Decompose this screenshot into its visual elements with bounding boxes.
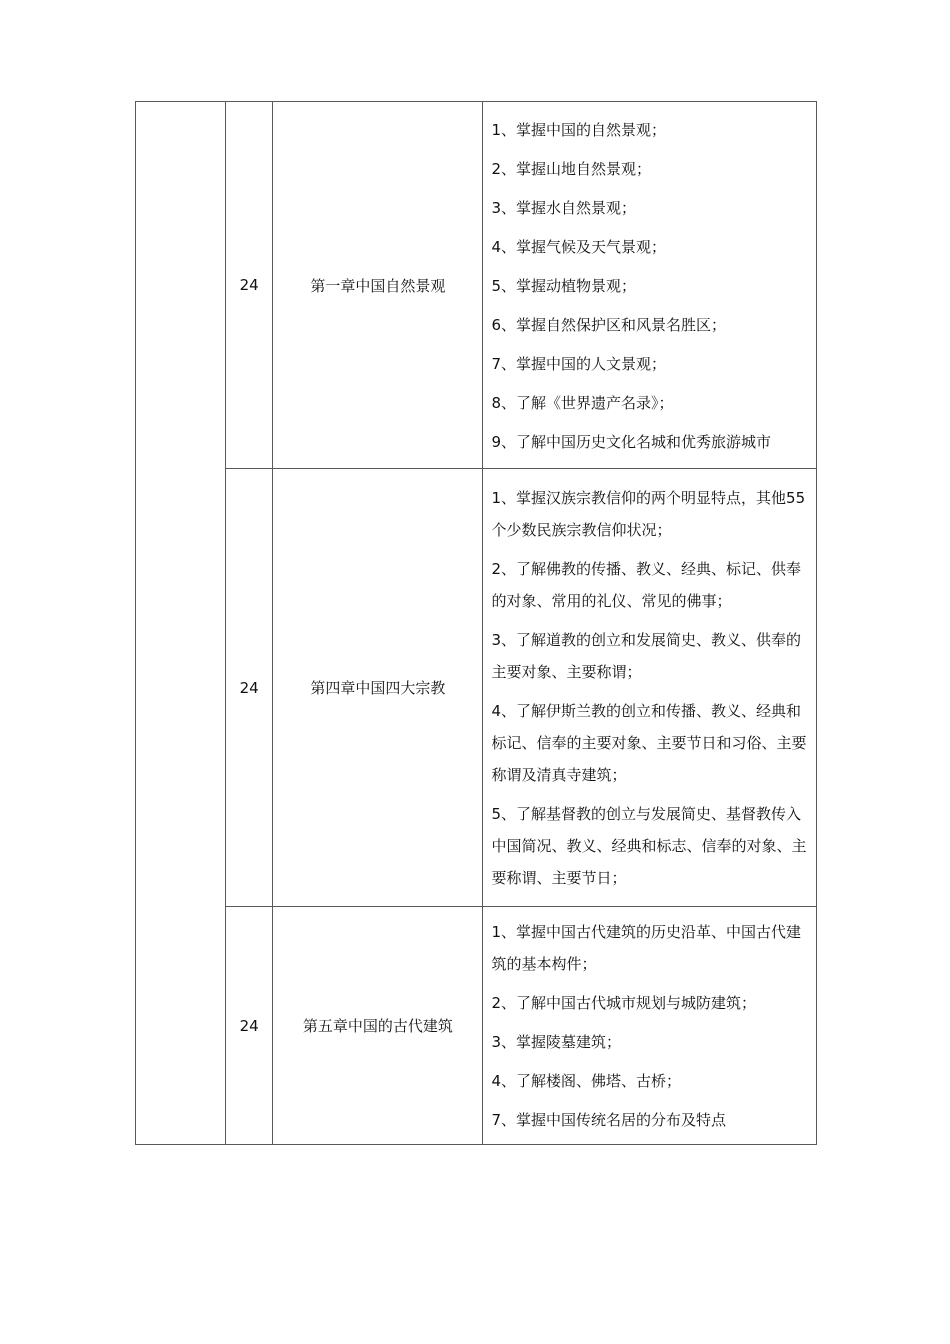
objectives-cell (483, 469, 817, 907)
objective-item: 1、掌握中国的自然景观； (491, 120, 667, 139)
table-row (136, 907, 817, 1145)
objective-item: 5、掌握动植物景观； (491, 276, 637, 295)
chapter-title-cell: 第四章中国四大宗教 (273, 469, 483, 907)
hours-cell: 24 (226, 102, 273, 469)
chapter-title-cell: 第一章中国自然景观 (273, 102, 483, 469)
objective-item: 4、了解楼阁、佛塔、古桥； (491, 1072, 682, 1090)
hours-cell: 24 (226, 907, 273, 1145)
merged-empty-cell (136, 102, 226, 1145)
syllabus-table (135, 101, 817, 1145)
objective-item: 4、掌握气候及天气景观； (491, 237, 667, 256)
objective-item: 8、了解《世界遗产名录》； (491, 393, 674, 412)
objective-item: 1、掌握中国古代建筑的历史沿革、中国古代建筑的基本构件； (491, 923, 802, 973)
objective-item: 2、了解中国古代城市规划与城防建筑； (491, 994, 757, 1012)
objective-item: 1、掌握汉族宗教信仰的两个明显特点，其他55个少数民族宗教信仰状况； (491, 489, 806, 539)
objective-item: 2、了解佛教的传播、教义、经典、标记、供奉的对象、常用的礼仪、常见的佛事； (491, 560, 802, 610)
objective-item: 7、掌握中国的人文景观； (491, 354, 667, 373)
objective-item: 9、了解中国历史文化名城和优秀旅游城市 (491, 432, 772, 451)
objectives-cell (483, 102, 817, 469)
table-row (136, 102, 817, 469)
objective-item: 7、掌握中国传统名居的分布及特点 (491, 1111, 727, 1129)
hours-cell: 24 (226, 469, 273, 907)
objective-item: 2、掌握山地自然景观； (491, 159, 652, 178)
objective-item: 5、了解基督教的创立与发展简史、基督教传入中国简况、教义、经典和标志、信奉的对象、主要称谓、主要节日； (491, 805, 807, 887)
objective-item: 6、掌握自然保护区和风景名胜区； (491, 315, 727, 334)
objective-item: 3、掌握陵墓建筑； (491, 1033, 622, 1051)
objectives-cell (483, 907, 817, 1145)
chapter-title-cell: 第五章中国的古代建筑 (273, 907, 483, 1145)
objective-item: 4、了解伊斯兰教的创立和传播、教义、经典和标记、信奉的主要对象、主要节日和习俗、主要称谓及清真寺建筑； (491, 702, 807, 784)
objective-item: 3、了解道教的创立和发展简史、教义、供奉的主要对象、主要称谓； (491, 631, 802, 681)
table-row (136, 469, 817, 907)
objective-item: 3、掌握水自然景观； (491, 198, 637, 217)
